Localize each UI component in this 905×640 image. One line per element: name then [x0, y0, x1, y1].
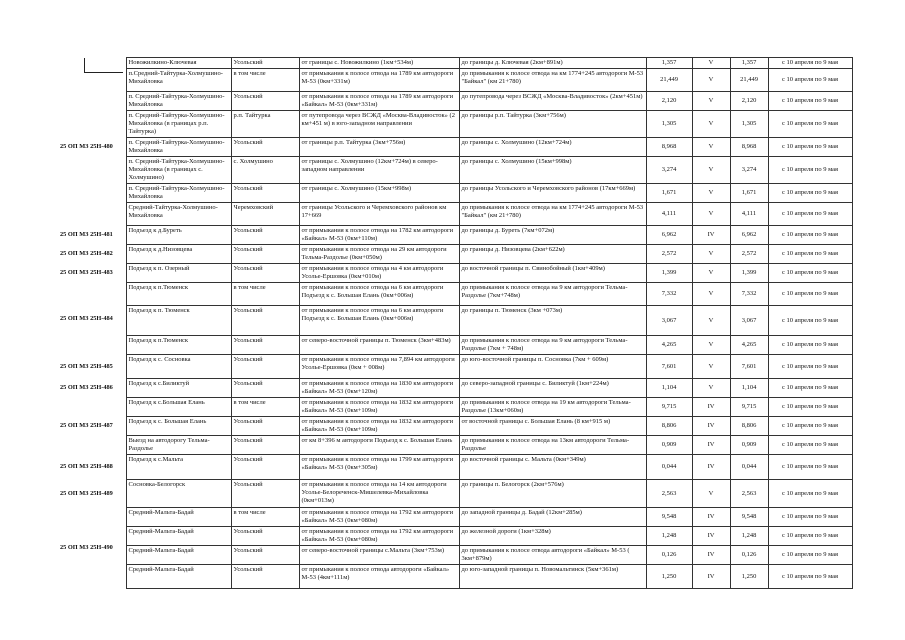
table-body: [46, 58, 852, 589]
road-code-cell: 25 ОП МЗ 25Н-480: [60, 143, 113, 150]
end-point-cell: до северо-западной границы с. Биликтуй (1км+224м): [459, 379, 646, 398]
length-km-cell: 4,111: [646, 203, 692, 226]
restriction-period-cell: с 10 апреля по 9 мая: [768, 245, 852, 264]
table-row: [46, 455, 852, 480]
length-km-cell: 1,357: [646, 58, 692, 69]
start-point-cell: от путепровода через ВСЖД «Москва-Владивосток» (2 км+451 м) в юго-западном направлении: [299, 111, 459, 138]
district-cell: с. Холмушино: [231, 157, 299, 184]
end-point-cell: до границы с. Холмушино (12км+724м): [459, 138, 646, 157]
restriction-period-cell: с 10 апреля по 9 мая: [768, 379, 852, 398]
road-name-cell: Подъезд к с.Мальта: [126, 455, 231, 480]
restricted-length-cell: 1,399: [730, 264, 768, 283]
length-km-cell: 1,248: [646, 527, 692, 546]
district-cell: в том числе: [231, 69, 299, 92]
length-km-cell: 8,968: [646, 138, 692, 157]
length-km-cell: 3,274: [646, 157, 692, 184]
road-name-cell: п. Средний-Тайтурка-Холмушино-Михайловка (в границах с. Холмушино): [126, 157, 231, 184]
restriction-period-cell: с 10 апреля по 9 мая: [768, 111, 852, 138]
restricted-length-cell: 1,248: [730, 527, 768, 546]
end-point-cell: до железной дороги (1км+328м): [459, 527, 646, 546]
road-category-cell: V: [692, 379, 730, 398]
length-km-cell: 9,548: [646, 508, 692, 527]
road-name-cell: Подъезд к с. Большая Елань: [126, 417, 231, 436]
restriction-period-cell: с 10 апреля по 9 мая: [768, 306, 852, 336]
road-category-cell: V: [692, 138, 730, 157]
restricted-length-cell: 0,044: [730, 455, 768, 480]
restricted-length-cell: 7,601: [730, 355, 768, 379]
road-name-cell: Подъезд к д.Низовцева: [126, 245, 231, 264]
restriction-period-cell: с 10 апреля по 9 мая: [768, 455, 852, 480]
road-name-cell: п. Средний-Тайтурка-Холмушино-Михайловка: [126, 138, 231, 157]
restricted-length-cell: 0,126: [730, 546, 768, 565]
start-point-cell: от северо-восточной границы с.Мальта (3км+753м): [299, 546, 459, 565]
district-cell: Усольский: [231, 184, 299, 203]
road-code-cell: 25 ОП МЗ 25Н-487: [60, 422, 113, 429]
district-cell: Усольский: [231, 58, 299, 69]
table-row: [46, 245, 852, 264]
restriction-period-cell: с 10 апреля по 9 мая: [768, 336, 852, 355]
length-km-cell: 7,332: [646, 283, 692, 306]
roads-restriction-table: [46, 57, 853, 589]
road-name-cell: Подъезд к п. Озерный: [126, 264, 231, 283]
end-point-cell: до границы д. Буреть (7км+072м): [459, 226, 646, 245]
road-name-cell: п. Средний-Тайтурка-Холмушино-Михайловка (в границах р.п. Тайтурка): [126, 111, 231, 138]
start-point-cell: от примыкания к полосе отвода на 1832 км автодороги «Байкал» М-53 (0км+109м): [299, 417, 459, 436]
start-point-cell: от границы Усольского и Черемховского районов км 17+669: [299, 203, 459, 226]
road-name-cell: Подъезд к д.Буреть: [126, 226, 231, 245]
end-point-cell: до примыкания к полосе отвода автодороги «Байкал» М-53 ( 3км+879м): [459, 546, 646, 565]
length-km-cell: 1,250: [646, 565, 692, 589]
table-row: [46, 283, 852, 306]
length-km-cell: 1,305: [646, 111, 692, 138]
restriction-period-cell: с 10 апреля по 9 мая: [768, 355, 852, 379]
road-code-cell: 25 ОП МЗ 25Н-489: [60, 489, 113, 497]
road-category-cell: V: [692, 111, 730, 138]
start-point-cell: от примыкания к полосе отвода на 29 км автодороги Тельма-Раздолье (0км+050м): [299, 245, 459, 264]
road-name-cell: Средний-Мальта-Бадай: [126, 565, 231, 589]
restricted-length-cell: 7,332: [730, 283, 768, 306]
road-category-cell: V: [692, 480, 730, 508]
restriction-period-cell: с 10 апреля по 9 мая: [768, 92, 852, 111]
road-code-cell: 25 ОП МЗ 25Н-484: [60, 314, 113, 322]
table-row: [46, 546, 852, 565]
length-km-cell: 0,126: [646, 546, 692, 565]
restricted-length-cell: 0,909: [730, 436, 768, 455]
length-km-cell: 6,962: [646, 226, 692, 245]
road-name-cell: п. Средний-Тайтурка-Холмушино-Михайловка: [126, 184, 231, 203]
district-cell: Усольский: [231, 245, 299, 264]
start-point-cell: от границы с. Холмушино (15км+998м): [299, 184, 459, 203]
length-km-cell: 2,563: [646, 480, 692, 508]
road-name-cell: Подъезд к с.Большая Елань: [126, 398, 231, 417]
end-point-cell: до западной границы д. Бадай (12км+285м): [459, 508, 646, 527]
end-point-cell: до примыкания к полосе отвода на 9 км автодороги Тельма-Раздолье (7км + 748м): [459, 336, 646, 355]
start-point-cell: от примыкания к полосе отвода на 14 км автодороги Усолье-Белореченск-Мишелевка-Михайловка (0км+013м): [299, 480, 459, 508]
road-name-cell: п.Средний-Тайтурка-Холмушино-Михайловка: [126, 69, 231, 92]
road-category-cell: V: [692, 58, 730, 69]
restricted-length-cell: 9,548: [730, 508, 768, 527]
road-code-cell: 25 ОП МЗ 25Н-485: [60, 362, 113, 370]
road-name-cell: Средний-Мальта-Бадай: [126, 527, 231, 546]
road-name-cell: Подъезд к п.Тюменск: [126, 283, 231, 306]
end-point-cell: до юго-восточной границы п. Сосновка (7км + 609м): [459, 355, 646, 379]
restriction-period-cell: с 10 апреля по 9 мая: [768, 264, 852, 283]
road-name-cell: Новожилкино-Ключевая: [126, 58, 231, 69]
restricted-length-cell: 4,265: [730, 336, 768, 355]
table-row: [46, 565, 852, 589]
table-row: [46, 157, 852, 184]
restricted-length-cell: 4,111: [730, 203, 768, 226]
road-category-cell: IV: [692, 455, 730, 480]
end-point-cell: от восточной границы с. Большая Елань (8 км+915 м): [459, 417, 646, 436]
district-cell: Усольский: [231, 264, 299, 283]
road-code-cell: 25 ОП МЗ 25Н-490: [60, 544, 113, 551]
restriction-period-cell: с 10 апреля по 9 мая: [768, 546, 852, 565]
length-km-cell: 3,067: [646, 306, 692, 336]
table-row: [46, 436, 852, 455]
road-category-cell: V: [692, 184, 730, 203]
end-point-cell: до примыкания к полосе отвода на км 1774+245 автодороги М-53 "Байкал" (км 21+780): [459, 69, 646, 92]
table-row: [46, 480, 852, 508]
restriction-period-cell: с 10 апреля по 9 мая: [768, 138, 852, 157]
table-row: [46, 226, 852, 245]
restricted-length-cell: 3,274: [730, 157, 768, 184]
road-name-cell: Средний-Мальта-Бадай: [126, 508, 231, 527]
table-row: [46, 58, 852, 69]
road-name-cell: Средний-Мальта-Бадай: [126, 546, 231, 565]
table-row: [46, 398, 852, 417]
restricted-length-cell: 1,250: [730, 565, 768, 589]
district-cell: Усольский: [231, 138, 299, 157]
table-row: [46, 417, 852, 436]
length-km-cell: 0,909: [646, 436, 692, 455]
table-row: [46, 527, 852, 546]
road-name-cell: Подъезд к п. Тюменск: [126, 306, 231, 336]
restriction-period-cell: с 10 апреля по 9 мая: [768, 157, 852, 184]
road-category-cell: V: [692, 157, 730, 184]
end-point-cell: до границы р.п. Тайтурка (3км+756м): [459, 111, 646, 138]
district-cell: Усольский: [231, 417, 299, 436]
start-point-cell: от примыкания к полосе отвода на 1832 км автодороги «Байкал» М-53 (0км+109м): [299, 398, 459, 417]
restriction-period-cell: с 10 апреля по 9 мая: [768, 508, 852, 527]
end-point-cell: до границы Усольского и Черемховского районов (17км+669м): [459, 184, 646, 203]
district-cell: Усольский: [231, 527, 299, 546]
road-name-cell: Средний-Тайтурка-Холмушино-Михайловка: [126, 203, 231, 226]
length-km-cell: 1,399: [646, 264, 692, 283]
road-name-cell: Выезд на автодорогу Тельма-Раздолье: [126, 436, 231, 455]
road-name-cell: Подъезд к п.Тюменск: [126, 336, 231, 355]
start-point-cell: от примыкания к полосе отвода на 4 км автодороги Усолье-Ершовка (0км+010м): [299, 264, 459, 283]
road-category-cell: IV: [692, 436, 730, 455]
restricted-length-cell: 9,715: [730, 398, 768, 417]
road-category-cell: IV: [692, 527, 730, 546]
table-row: [46, 111, 852, 138]
start-point-cell: от примыкания к полосе отвода на 1782 км автодороги «Байкал» М-53 (0км+110м): [299, 226, 459, 245]
district-cell: Усольский: [231, 92, 299, 111]
end-point-cell: до восточной границы с. Мальта (0км+349м): [459, 455, 646, 480]
start-point-cell: от примыкания к полосе отвода на 6 км автодороги Подъезд к с. Большая Елань (0км+006м): [299, 306, 459, 336]
road-code-cell: 25 ОП МЗ 25Н-483: [60, 269, 113, 276]
end-point-cell: до границы п. Белогорск (2км+576м): [459, 480, 646, 508]
district-cell: Усольский: [231, 436, 299, 455]
district-cell: в том числе: [231, 398, 299, 417]
restricted-length-cell: 2,563: [730, 480, 768, 508]
restriction-period-cell: с 10 апреля по 9 мая: [768, 480, 852, 508]
table-row: [46, 138, 852, 157]
road-category-cell: IV: [692, 546, 730, 565]
start-point-cell: от примыкания к полосе отвода на 1792 км автодороги «Байкал» М-53 (0км+080м): [299, 527, 459, 546]
restricted-length-cell: 6,962: [730, 226, 768, 245]
table-row: [46, 69, 852, 92]
road-code-cell: [46, 58, 126, 69]
road-category-cell: V: [692, 264, 730, 283]
restricted-length-cell: 21,449: [730, 69, 768, 92]
district-cell: Усольский: [231, 306, 299, 336]
road-category-cell: IV: [692, 565, 730, 589]
district-cell: Усольский: [231, 546, 299, 565]
road-category-cell: V: [692, 203, 730, 226]
end-point-cell: до примыкания к полосе отвода на км 1774+245 автодороги М-53 "Байкал" (км 21+780): [459, 203, 646, 226]
restricted-length-cell: 1,357: [730, 58, 768, 69]
start-point-cell: от примыкания к полосе отвода на 1830 км автодороги «Байкал» М-53 (0км+120м): [299, 379, 459, 398]
start-point-cell: от границы р.п. Тайтурка (3км+756м): [299, 138, 459, 157]
start-point-cell: от примыкания к полосе отвода на 1792 км автодороги «Байкал» М-53 (0км+080м): [299, 508, 459, 527]
table-row: [46, 336, 852, 355]
restriction-period-cell: с 10 апреля по 9 мая: [768, 226, 852, 245]
restricted-length-cell: 8,806: [730, 417, 768, 436]
road-code-cell: 25 ОП МЗ 25Н-488: [60, 463, 113, 470]
length-km-cell: 4,265: [646, 336, 692, 355]
road-category-cell: V: [692, 92, 730, 111]
district-cell: р.п. Тайтурка: [231, 111, 299, 138]
start-point-cell: от границы с. Холмушино (12км+724м) в северо-западном направлении: [299, 157, 459, 184]
restricted-length-cell: 1,104: [730, 379, 768, 398]
restriction-period-cell: с 10 апреля по 9 мая: [768, 69, 852, 92]
road-code-cell: 25 ОП МЗ 25Н-482: [60, 250, 113, 257]
end-point-cell: до границы д. Ключевая (2км+891м): [459, 58, 646, 69]
restricted-length-cell: 8,968: [730, 138, 768, 157]
district-cell: в том числе: [231, 283, 299, 306]
length-km-cell: 0,044: [646, 455, 692, 480]
district-cell: Усольский: [231, 565, 299, 589]
road-category-cell: V: [692, 306, 730, 336]
start-point-cell: от примыкания к полосе отвода на 1789 км автодороги «Байкал» М-53 (0км+331м): [299, 92, 459, 111]
restriction-period-cell: с 10 апреля по 9 мая: [768, 527, 852, 546]
road-category-cell: V: [692, 355, 730, 379]
district-cell: в том числе: [231, 508, 299, 527]
restricted-length-cell: 3,067: [730, 306, 768, 336]
end-point-cell: до восточной границы п. Свинобойный (1км+409м): [459, 264, 646, 283]
restricted-length-cell: 2,120: [730, 92, 768, 111]
road-category-cell: V: [692, 69, 730, 92]
restriction-period-cell: с 10 апреля по 9 мая: [768, 436, 852, 455]
road-category-cell: IV: [692, 417, 730, 436]
road-category-cell: IV: [692, 398, 730, 417]
road-category-cell: V: [692, 283, 730, 306]
start-point-cell: от примыкания к полосе отвода автодороги «Байкал» М-53 (4км+111м): [299, 565, 459, 589]
end-point-cell: до примыкания к полосе отвода на 13км автодороги Тельма-Раздолье: [459, 436, 646, 455]
restriction-period-cell: с 10 апреля по 9 мая: [768, 565, 852, 589]
start-point-cell: от границы с. Новожилкино (1км+534м): [299, 58, 459, 69]
length-km-cell: 2,572: [646, 245, 692, 264]
length-km-cell: 1,104: [646, 379, 692, 398]
start-point-cell: от северо-восточной границы п. Тюменск (3км+483м): [299, 336, 459, 355]
road-name-cell: Сосновка-Белогорск: [126, 480, 231, 508]
start-point-cell: от км 8+396 м автодороги Подъезд к с. Большая Елань: [299, 436, 459, 455]
restricted-length-cell: 2,572: [730, 245, 768, 264]
restriction-period-cell: с 10 апреля по 9 мая: [768, 203, 852, 226]
restriction-period-cell: с 10 апреля по 9 мая: [768, 283, 852, 306]
end-point-cell: до границы д. Низовцева (2км+622м): [459, 245, 646, 264]
table-row: [46, 264, 852, 283]
table-row: [46, 306, 852, 336]
road-code-cell: 25 ОП МЗ 25Н-481: [60, 231, 113, 238]
district-cell: Усольский: [231, 336, 299, 355]
restricted-length-cell: 1,305: [730, 111, 768, 138]
start-point-cell: от примыкания к полосе отвода на 1799 км автодороги «Байкал» М-53 (0км+305м): [299, 455, 459, 480]
district-cell: Черемховский: [231, 203, 299, 226]
road-category-cell: IV: [692, 226, 730, 245]
start-point-cell: от примыкания к полосе отвода на 1789 км автодороги М-53 (0км+331м): [299, 69, 459, 92]
table-row: [46, 184, 852, 203]
district-cell: Усольский: [231, 455, 299, 480]
end-point-cell: до примыкания к полосе отвода на 19 км автодороги Тельма-Раздолье (13км+060м): [459, 398, 646, 417]
end-point-cell: до юго-западной границы п. Новомальтинск (5км+361м): [459, 565, 646, 589]
restriction-period-cell: с 10 апреля по 9 мая: [768, 417, 852, 436]
restriction-period-cell: с 10 апреля по 9 мая: [768, 58, 852, 69]
length-km-cell: 1,671: [646, 184, 692, 203]
length-km-cell: 7,601: [646, 355, 692, 379]
restricted-length-cell: 1,671: [730, 184, 768, 203]
road-category-cell: V: [692, 245, 730, 264]
restriction-period-cell: с 10 апреля по 9 мая: [768, 184, 852, 203]
length-km-cell: 2,120: [646, 92, 692, 111]
road-category-cell: IV: [692, 508, 730, 527]
length-km-cell: 9,715: [646, 398, 692, 417]
district-cell: Усольский: [231, 480, 299, 508]
start-point-cell: от примыкания к полосе отвода на 6 км автодороги Подъезд к с. Большая Елань (0км+006м): [299, 283, 459, 306]
district-cell: Усольский: [231, 355, 299, 379]
end-point-cell: до путепровода через ВСЖД «Москва-Владивосток» (2км+451м): [459, 92, 646, 111]
end-point-cell: до примыкания к полосе отвода на 9 км автодороги Тельма-Раздолье (7км+748м): [459, 283, 646, 306]
road-name-cell: Подъезд к с.Биликтуй: [126, 379, 231, 398]
table-row: [46, 92, 852, 111]
district-cell: Усольский: [231, 379, 299, 398]
road-code-cell: 25 ОП МЗ 25Н-486: [60, 384, 113, 391]
end-point-cell: до границы п. Тюменск (3км +073м): [459, 306, 646, 336]
table-row: [46, 355, 852, 379]
table-row: [46, 508, 852, 527]
table-row: [46, 379, 852, 398]
road-name-cell: Подъезд к с. Сосновка: [126, 355, 231, 379]
start-point-cell: от примыкания к полосе отвода на 7,894 км автодороги Усолье-Ершовка (0км + 008м): [299, 355, 459, 379]
length-km-cell: 21,449: [646, 69, 692, 92]
road-name-cell: п. Средний-Тайтурка-Холмушино-Михайловка: [126, 92, 231, 111]
table-row: [46, 203, 852, 226]
district-cell: Усольский: [231, 226, 299, 245]
end-point-cell: до границы с. Холмушино (15км+998м): [459, 157, 646, 184]
restriction-period-cell: с 10 апреля по 9 мая: [768, 398, 852, 417]
road-category-cell: V: [692, 336, 730, 355]
length-km-cell: 8,806: [646, 417, 692, 436]
